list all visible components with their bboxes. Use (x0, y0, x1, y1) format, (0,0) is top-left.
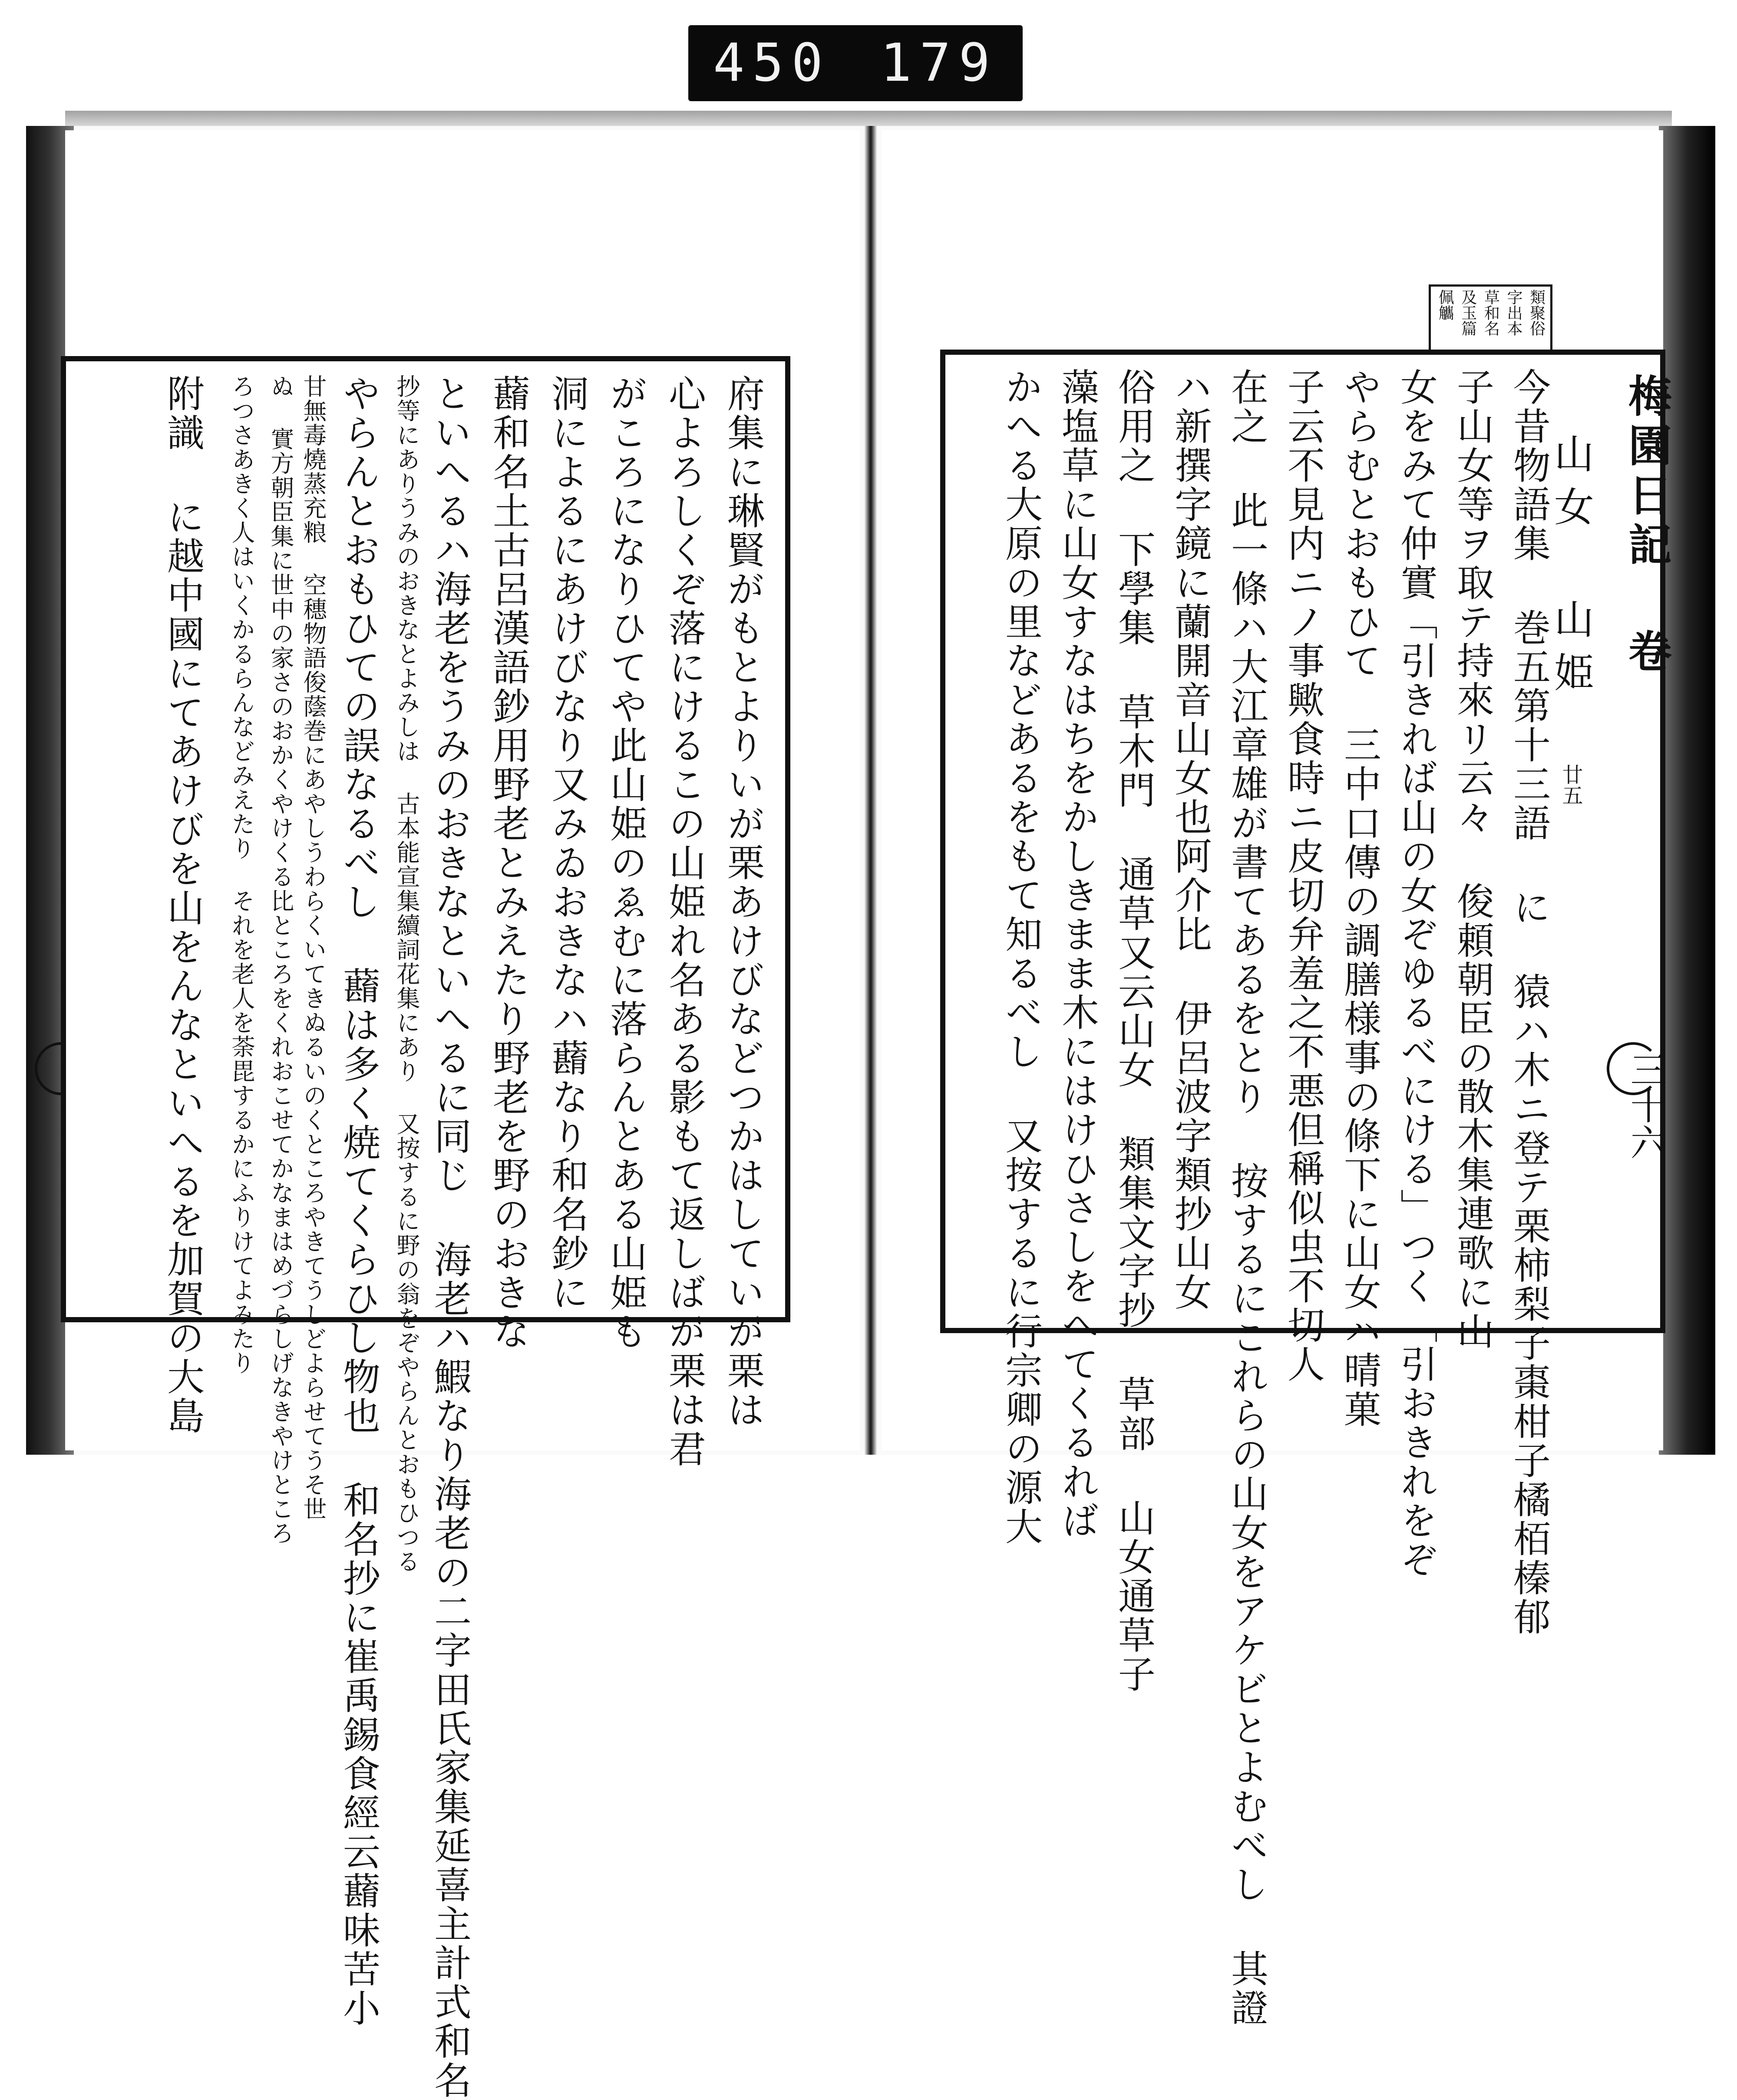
right-page-number: 三十六 (1625, 1051, 1667, 1160)
right-book-edge (1659, 126, 1715, 1455)
left-col-4: 洞によるにあけびなり又みゐおきなハ蘛なり和名鈔に (545, 374, 588, 1312)
right-col-7: ハ新撰字鏡に蘭開音山女也阿介比 伊呂波字類抄山女 (1168, 368, 1212, 1312)
right-col-3: 女をみて仲實「引きれば山の女ぞゆるべにける」つく「引おきれをぞ (1394, 368, 1437, 1579)
left-col-8: やらんとおもひての誤なるべし 蘛は多く焼てくらひし物也 和名抄に崔禹錫食經云蘛味苦小 (337, 374, 380, 2028)
right-col-1: 今昔物語集 巻五第十三語 に 猿ハ木ニ登テ栗柿梨子棗柑子橘栢榛郁 (1507, 368, 1550, 1637)
entry-title-number: 廿五 (1559, 764, 1583, 806)
right-text-frame (940, 350, 1665, 2027)
film-frame-label (688, 25, 1023, 101)
right-col-10: かへる大原の里などあるをもて知るべし 又按するに行宗卿の源大 (999, 368, 1042, 1546)
right-col-5: 子云不見内ニノ事歟食時ニ皮切弁羞之不悪但稱似虫不切人 (1281, 368, 1324, 1384)
book-gutter (864, 126, 877, 1455)
left-col-6: といへるハ海老をうみのおきなといへるに同じ 海老ハ鰕なり海老の二字田氏家集延喜主計式和名 (428, 374, 471, 2100)
left-col-1: 府集に琳賢がもとよりいが栗あけびなどつかはしていが栗は (721, 374, 764, 1430)
right-col-8: 俗用之 下學集 草木門 通草又云山女 類集文字抄 草部 山女通草子 (1112, 368, 1155, 1694)
stamp-col-5: 佩觿 (1436, 289, 1454, 320)
left-col-7: 抄等にありうみのおきなとよみしは 古本能宣集續詞花集にあり 又按するに野の翁をぞやらんとおもひつる (393, 374, 420, 1574)
reference-stamp (1429, 284, 1552, 354)
right-col-9: 藻塩草に山女すなはちをかしきまま木にはけひさしをへてくるれば (1055, 368, 1099, 1540)
frame-number: 179 (880, 33, 998, 93)
left-col-9: 甘無毒燒蒸充粮 空穗物語俊蔭巻にあやしうわらくいてきぬるいのくところやきてうしどよらせてうそ世 (300, 374, 327, 1521)
stamp-col-4: 及玉篇 (1459, 289, 1477, 336)
left-col-5: 蘛和名土古呂漢語鈔用野老とみえたり野老を野のおきな (486, 374, 530, 1351)
left-col-11: ろつさあきく人はいくかるらんなどみえたり それを老人を荼毘するかにふりけてよみたり (228, 374, 255, 1375)
left-col-10: ぬ 實方朝臣集に世中の家さのおかくやけくる比ところをくれおこせてかなまはめづらしげなきやけところ (267, 374, 294, 1545)
stamp-col-2: 字出本 (1504, 289, 1522, 336)
entry-title (1542, 433, 1599, 806)
left-col-12: 附識 に越中國にてあけびを山をんなといへるを加賀の大島 (161, 374, 204, 1436)
stamp-col-3: 草和名 (1482, 289, 1500, 336)
left-text-frame (61, 356, 790, 2100)
right-running-head: 梅園日記 卷 (1621, 373, 1672, 678)
reel-number: 450 (713, 33, 831, 93)
right-col-6: 在之 此一條ハ大江章雄が書てあるをとり 按するにこれらの山女をアケビとよむべし 其證 (1225, 368, 1268, 2027)
stamp-col-1: 類聚俗 (1527, 289, 1545, 336)
right-col-4: やらむとおもひて 三中口傳の調膳様事の條下に山女ハ晴菓 (1337, 368, 1381, 1429)
entry-title-text: 山女 山姫 (1548, 433, 1594, 704)
left-col-3: がころになりひてや此山姫のゑむに落らんとある山姫も (604, 374, 647, 1351)
left-col-2: 心よろしくぞ落にけるこの山姫れ名ある影もて返しばが栗は君 (662, 374, 706, 1469)
right-col-2: 子山女等ヲ取テ持來リ云々 俊頼朝臣の散木集連歌に山 (1450, 368, 1494, 1351)
